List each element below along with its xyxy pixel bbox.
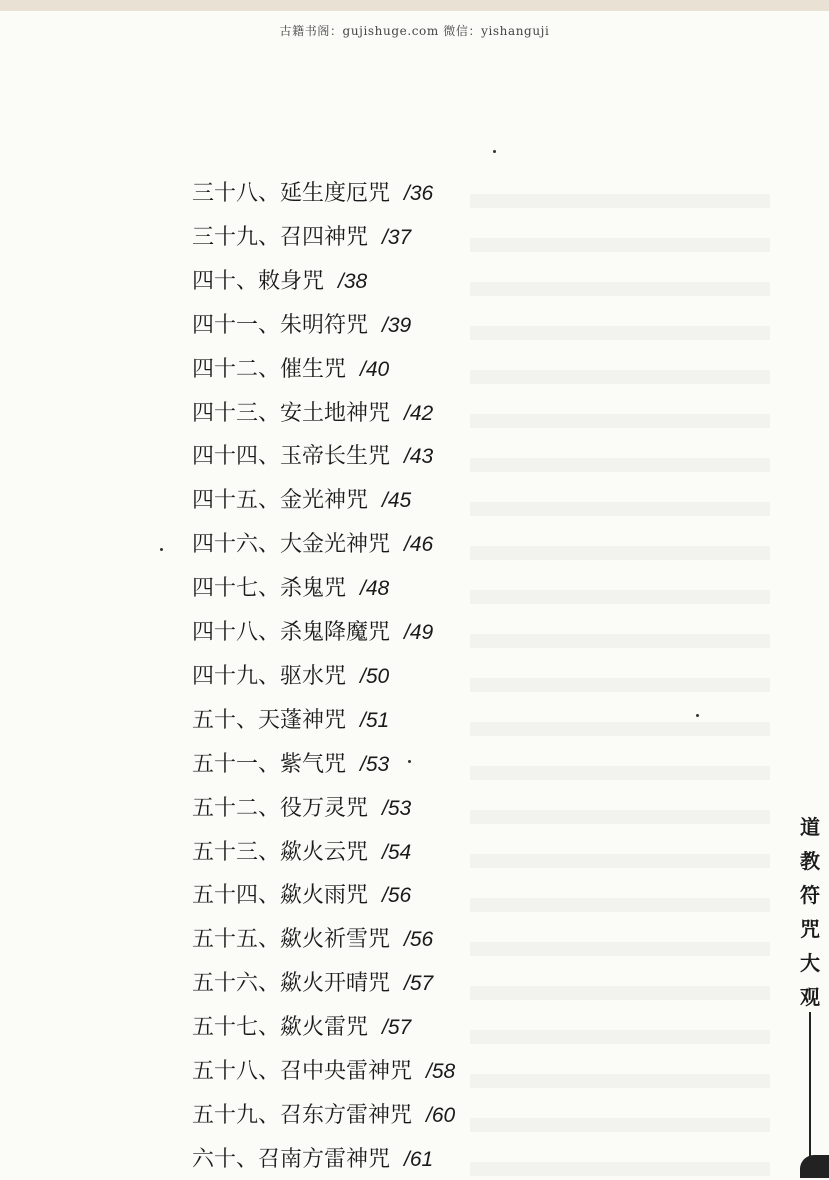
speck — [696, 714, 699, 717]
toc-entry — [192, 747, 389, 783]
side-title-char: 咒 — [800, 917, 820, 941]
toc-entry — [192, 791, 411, 827]
toc-entry-title: 四十六、大金光神咒 — [192, 532, 391, 557]
toc-entry-page: /53 — [360, 753, 390, 776]
toc-entry-title: 四十九、驱水咒 — [192, 664, 347, 689]
toc-entry-title: 三十九、召四神咒 — [192, 225, 369, 250]
toc-entry — [192, 264, 367, 300]
toc-entry-title: 五十五、歘火祈雪咒 — [192, 927, 391, 952]
toc-entry-title: 五十三、歘火云咒 — [192, 840, 369, 865]
toc-entry-title: 五十七、歘火雷咒 — [192, 1015, 369, 1040]
toc-entry-page: /37 — [382, 226, 412, 249]
toc-entry-page: /42 — [404, 402, 434, 425]
toc-entry — [192, 1054, 455, 1090]
toc-entry-title: 五十一、紫气咒 — [192, 752, 347, 777]
toc-entry — [192, 571, 389, 607]
toc-entry-page: /40 — [360, 358, 390, 381]
toc-entry — [192, 878, 411, 914]
toc-entry-page: /56 — [382, 884, 412, 907]
toc-entry — [192, 396, 433, 432]
toc-entry-title: 四十二、催生咒 — [192, 357, 347, 382]
toc-entry-page: /50 — [360, 665, 390, 688]
toc-entry-title: 四十四、玉帝长生咒 — [192, 444, 391, 469]
toc-entry-title: 三十八、延生度厄咒 — [192, 181, 391, 206]
toc-entry — [192, 835, 411, 871]
toc-entry-page: /58 — [426, 1060, 456, 1083]
toc-entry-page: /51 — [360, 709, 390, 732]
toc-entry-page: /38 — [338, 270, 368, 293]
toc-entry-title: 四十五、金光神咒 — [192, 488, 369, 513]
toc-entry — [192, 922, 433, 958]
toc-entry — [192, 439, 433, 475]
toc-entry — [192, 483, 411, 519]
toc-entry-page: /48 — [360, 577, 390, 600]
top-border — [0, 0, 829, 11]
toc-entry-page: /54 — [382, 841, 412, 864]
toc-entry — [192, 1098, 455, 1134]
toc-entry — [192, 659, 389, 695]
toc-entry-page: /36 — [404, 182, 434, 205]
toc-entry-page: /39 — [382, 314, 412, 337]
toc-entry-title: 五十六、歘火开晴咒 — [192, 971, 391, 996]
watermark: 古籍书阁：gujishuge.com 微信：yishanguji — [279, 24, 550, 38]
toc-entry-page: /60 — [426, 1104, 456, 1127]
toc-entry — [192, 1142, 433, 1178]
toc-entry — [192, 615, 433, 651]
toc-entry-page: /56 — [404, 928, 434, 951]
side-title-char: 观 — [800, 985, 820, 1009]
speck — [160, 548, 163, 551]
speck — [408, 760, 411, 763]
toc-entry-title: 四十三、安土地神咒 — [192, 401, 391, 426]
book-title-vertical — [797, 810, 823, 1014]
toc-entry-title: 四十一、朱明符咒 — [192, 313, 369, 338]
toc-entry-title: 五十九、召东方雷神咒 — [192, 1103, 413, 1128]
toc-entry-title: 五十二、役万灵咒 — [192, 796, 369, 821]
toc-entry-title: 四十七、杀鬼咒 — [192, 576, 347, 601]
toc-entry — [192, 308, 411, 344]
toc-entry — [192, 220, 411, 256]
toc-entry-page: /45 — [382, 489, 412, 512]
side-rule — [809, 1012, 811, 1162]
toc-entry-title: 六十、召南方雷神咒 — [192, 1147, 391, 1172]
toc-entry-page: /49 — [404, 621, 434, 644]
side-title-char: 符 — [800, 883, 820, 907]
side-title-char: 教 — [800, 849, 820, 873]
toc-entry — [192, 703, 389, 739]
toc-entry-title: 五十八、召中央雷神咒 — [192, 1059, 413, 1084]
toc-entry — [192, 966, 433, 1002]
toc-entry-page: /61 — [404, 1148, 434, 1171]
bleed-through-text — [470, 170, 770, 1180]
page-edge-mark — [800, 1155, 829, 1178]
toc-entry-page: /43 — [404, 445, 434, 468]
speck — [493, 150, 496, 153]
toc-entry-title: 四十、敕身咒 — [192, 269, 325, 294]
toc-entry-title: 五十、天蓬神咒 — [192, 708, 347, 733]
toc-entry — [192, 527, 433, 563]
side-title-char: 道 — [800, 815, 820, 839]
toc-entry — [192, 352, 389, 388]
toc-entry-title: 五十四、歘火雨咒 — [192, 883, 369, 908]
toc-entry-page: /46 — [404, 533, 434, 556]
toc-entry — [192, 176, 433, 212]
toc-entry-page: /53 — [382, 797, 412, 820]
toc-entry-page: /57 — [382, 1016, 412, 1039]
toc-entry — [192, 1010, 411, 1046]
toc-entry-page: /57 — [404, 972, 434, 995]
side-title-char: 大 — [800, 951, 820, 975]
toc-entry-title: 四十八、杀鬼降魔咒 — [192, 620, 391, 645]
